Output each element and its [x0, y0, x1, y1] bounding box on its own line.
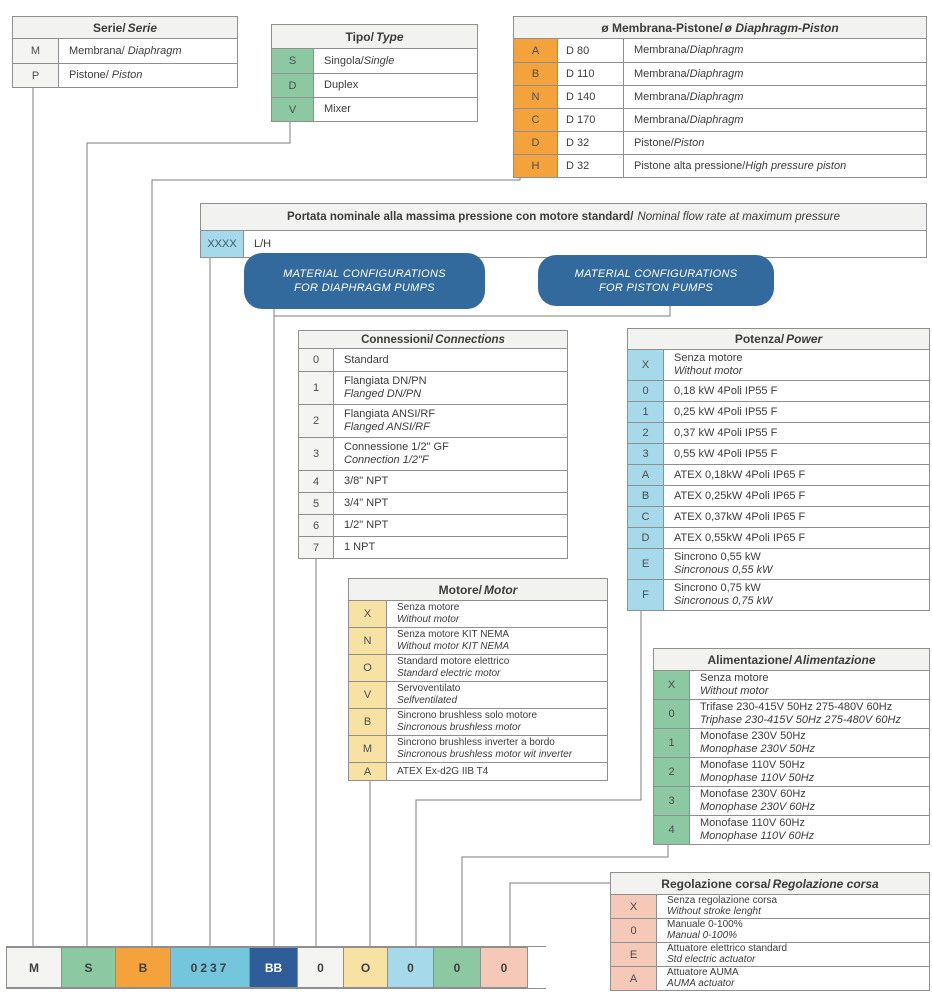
row-description-english: Sincronous brushless motor wit inverter	[397, 749, 573, 760]
row-description-english: Monophase 230V 50Hz	[700, 743, 815, 755]
row-description-cell	[624, 63, 926, 85]
code-cell-value: O	[360, 960, 371, 975]
row-description-cell	[314, 98, 477, 121]
header-title-italian: Connessioni/	[361, 333, 434, 346]
header-title-italian: Potenza/	[734, 332, 785, 346]
row-key-cell: S	[272, 49, 314, 73]
row-description-english: Std electric actuator	[667, 953, 756, 965]
row-key-cell: 1	[654, 729, 690, 757]
model-code-row	[6, 946, 546, 989]
header-title-italian: Alimentazione/	[707, 652, 793, 667]
table-row	[628, 527, 929, 548]
row-key-cell: 7	[299, 537, 334, 558]
row-description-main: ATEX 0,18kW 4Poli IP65 F	[674, 468, 806, 481]
motor-table	[348, 578, 608, 781]
header-title-english: Motor	[484, 582, 518, 597]
row-key-cell: O	[349, 655, 387, 681]
table-row	[654, 671, 929, 699]
wire-stroke-regulation	[510, 883, 610, 947]
row-key-cell: B	[514, 63, 558, 85]
row-description-main: 0,25 kW 4Poli IP55 F	[674, 405, 778, 418]
row-key-cell: V	[272, 98, 314, 121]
row-description-cell	[624, 39, 926, 62]
table-row	[611, 895, 929, 918]
table-row	[349, 601, 607, 627]
row-description-cell	[690, 729, 929, 757]
flow-rate-banner-header	[201, 204, 926, 231]
row-description-cell	[657, 943, 929, 966]
code-cell-value: 0	[500, 960, 508, 975]
supply-table-rows	[654, 671, 929, 844]
row-description-english: Flanged ANSI/RF	[344, 421, 430, 433]
row-key-cell: C	[628, 507, 664, 527]
row-description-cell	[59, 39, 237, 63]
table-row	[628, 464, 929, 485]
banner-title-italian: Portata nominale alla massima pressione con motore standard/	[287, 211, 634, 223]
row-dimension-cell: D 80	[558, 39, 624, 62]
serie-table-rows	[13, 39, 237, 87]
row-key-cell: A	[611, 967, 657, 990]
row-description-english: Standard electric motor	[397, 668, 501, 679]
row-key-cell: X	[654, 671, 690, 699]
row-description-main: 0,37 kW 4Poli IP55 F	[674, 426, 778, 439]
row-dimension-cell: D 170	[558, 109, 624, 131]
header-title-english: ø Diaphragm-Piston	[724, 20, 839, 35]
row-description-cell	[624, 86, 926, 108]
table-row	[514, 85, 926, 108]
row-description-cell	[387, 655, 607, 681]
row-description-cell	[334, 515, 567, 536]
row-description-cell	[664, 507, 929, 527]
table-row	[654, 699, 929, 728]
row-description-cell	[664, 549, 929, 579]
row-key-cell: 0	[654, 700, 690, 728]
row-key-cell: 3	[299, 438, 334, 470]
banner-title-english: Nominal flow rate at maximum pressure	[637, 211, 840, 223]
table-row	[272, 73, 477, 97]
row-key-cell: F	[628, 580, 664, 610]
code-cell	[297, 947, 344, 988]
row-description-main: Senza motore KIT NEMA	[397, 629, 510, 640]
supply-table	[653, 648, 930, 845]
row-key-cell: D	[514, 132, 558, 154]
row-key-cell: M	[13, 39, 59, 63]
row-description-cell	[690, 700, 929, 728]
connections-table-rows	[299, 349, 567, 558]
row-description-english: Selfventilated	[397, 695, 458, 706]
row-description-cell	[690, 758, 929, 786]
code-cell-value: B	[138, 960, 148, 975]
table-row	[514, 62, 926, 85]
table-row	[628, 422, 929, 443]
row-description-cell	[334, 438, 567, 470]
row-key-cell: B	[349, 709, 387, 735]
row-description-main: Sincrono 0,75 kW	[674, 582, 761, 594]
row-description-cell	[664, 444, 929, 464]
row-description-main: Flangiata ANSI/RF	[344, 408, 436, 420]
row-description-cell	[314, 49, 477, 73]
row-description-main: Monofase 230V 60Hz	[700, 788, 806, 800]
row-description-cell	[334, 537, 567, 558]
row-description-cell	[690, 787, 929, 815]
table-row	[299, 514, 567, 536]
header-title-italian: ø Membrana-Pistone/	[601, 20, 723, 35]
table-row	[514, 131, 926, 154]
row-description-main: Monofase 110V 50Hz	[700, 759, 805, 771]
row-description-cell	[690, 816, 929, 844]
motor-table-header	[349, 579, 607, 601]
tipo-table-header	[272, 25, 477, 49]
code-cell	[249, 947, 298, 988]
row-key-cell: 5	[299, 493, 334, 514]
row-description-english: Without motor	[397, 614, 460, 625]
tipo-table	[271, 24, 478, 122]
code-cell-value: 0	[317, 960, 324, 975]
row-description-english: Monophase 230V 60Hz	[700, 801, 815, 813]
row-description-main: Membrana/Diaphragm	[634, 44, 744, 56]
diaphragm-piston-table	[513, 16, 927, 178]
row-description-cell	[664, 486, 929, 506]
table-row	[299, 470, 567, 492]
row-description-main: Sincrono brushless solo motore	[397, 710, 538, 721]
row-description-main: 0,55 kW 4Poli IP55 F	[674, 447, 778, 460]
table-row	[514, 154, 926, 177]
row-description-cell	[664, 381, 929, 401]
code-cell-value: 0	[407, 960, 414, 975]
table-row	[628, 579, 929, 610]
code-cell	[6, 947, 62, 988]
header-title-english: Type	[375, 29, 404, 44]
header-title-italian: Regolazione corsa/	[661, 876, 771, 891]
table-row	[349, 735, 607, 762]
row-dimension-cell: D 32	[558, 155, 624, 177]
row-description-english: Manual 0-100%	[667, 929, 738, 941]
row-key-cell: N	[349, 628, 387, 654]
row-description-main: 1 NPT	[344, 541, 376, 553]
row-key-cell: E	[611, 943, 657, 966]
row-description-main: Standard motore elettrico	[397, 656, 510, 667]
row-description-english: Flanged DN/PN	[344, 388, 422, 400]
table-row	[514, 39, 926, 62]
row-description-main: Membrana/Diaphragm	[634, 113, 744, 126]
row-dimension-cell: D 32	[558, 132, 624, 154]
row-description-main: 3/8" NPT	[344, 475, 389, 487]
row-description-english: Sincronous brushless motor	[397, 722, 521, 733]
row-key-cell: 3	[628, 444, 664, 464]
table-row	[299, 404, 567, 437]
table-row	[349, 627, 607, 654]
code-cell	[433, 947, 481, 988]
row-key-cell: H	[514, 155, 558, 177]
table-row	[654, 815, 929, 844]
row-description-main: Sincrono 0,55 kW	[674, 551, 761, 563]
row-description-main: Mixer	[324, 103, 351, 115]
row-description-cell	[387, 709, 607, 735]
row-description-english: Without motor	[700, 685, 769, 697]
diaphragm-piston-table-rows	[514, 39, 926, 177]
row-key-cell: E	[628, 549, 664, 579]
row-description-cell	[664, 580, 929, 610]
row-description-cell	[387, 736, 607, 762]
row-key-cell: A	[514, 39, 558, 62]
table-row	[628, 485, 929, 506]
header-title-english: Regolazione corsa	[772, 876, 879, 891]
code-cell	[61, 947, 116, 988]
row-description-main: Attuatore AUMA	[667, 967, 739, 978]
table-row	[349, 762, 607, 780]
table-row	[628, 350, 929, 380]
row-description-english: Without stroke lenght	[667, 905, 761, 917]
row-key-cell: 2	[628, 423, 664, 443]
flow-rate-unit-cell: L/H	[254, 238, 272, 250]
row-description-cell	[334, 349, 567, 371]
table-row	[349, 681, 607, 708]
row-key-cell: M	[349, 736, 387, 762]
row-description-main: Attuatore elettrico standard	[667, 943, 788, 954]
table-row	[628, 380, 929, 401]
power-table	[627, 328, 930, 611]
power-table-rows	[628, 350, 929, 610]
code-cell	[170, 947, 250, 988]
table-row	[628, 506, 929, 527]
row-description-cell	[624, 155, 926, 177]
row-description-english: Without motor	[674, 365, 743, 377]
row-description-main: ATEX 0,37kW 4Poli IP65 F	[674, 510, 806, 523]
row-key-cell: 1	[299, 372, 334, 404]
table-row	[628, 443, 929, 464]
table-row	[299, 492, 567, 514]
row-description-english: Connection 1/2"F	[344, 454, 429, 466]
row-description-cell	[334, 372, 567, 404]
row-description-main: Senza motore	[397, 602, 460, 613]
row-key-cell: C	[514, 109, 558, 131]
row-description-cell	[334, 493, 567, 514]
table-row	[13, 39, 237, 63]
row-description-main: Monofase 110V 60Hz	[700, 817, 805, 829]
header-title-italian: Serie/	[92, 20, 126, 35]
table-row	[628, 548, 929, 579]
row-description-cell	[624, 109, 926, 131]
row-description-cell	[59, 64, 237, 87]
row-description-main: Manuale 0-100%	[667, 919, 743, 930]
row-description-main: Pistone/Piston	[634, 136, 705, 149]
row-description-main: Membrana/Diaphragm	[634, 67, 744, 80]
row-description-cell	[690, 671, 929, 699]
motor-table-rows	[349, 601, 607, 780]
table-row	[299, 349, 567, 371]
stroke-regulation-table	[610, 872, 930, 991]
row-key-cell: X	[349, 601, 387, 627]
supply-table-header	[654, 649, 929, 671]
row-key-cell: A	[628, 465, 664, 485]
code-cell-value: S	[84, 960, 93, 975]
row-description-main: Duplex	[324, 79, 359, 91]
row-description-cell	[624, 132, 926, 154]
table-row	[611, 918, 929, 942]
row-description-cell	[664, 465, 929, 485]
stroke-regulation-table-rows	[611, 895, 929, 990]
row-key-cell: 3	[654, 787, 690, 815]
row-description-main: ATEX 0,55kW 4Poli IP65 F	[674, 531, 806, 544]
material-config-diaphragm-box	[244, 253, 485, 309]
row-key-cell: 4	[299, 471, 334, 492]
header-title-italian: Motore/	[438, 582, 482, 597]
row-key-cell: N	[514, 86, 558, 108]
row-description-main: Monofase 230V 50Hz	[700, 730, 806, 742]
row-description-cell	[664, 423, 929, 443]
row-description-cell	[334, 405, 567, 437]
row-description-cell	[314, 74, 477, 97]
row-key-cell: 4	[654, 816, 690, 844]
row-description-main: 3/4" NPT	[344, 497, 389, 509]
row-description-main: Membrana/Diaphragm	[634, 90, 744, 103]
row-description-main: Senza motore	[700, 672, 769, 684]
row-description-cell	[387, 763, 607, 780]
code-cell-value: 0237	[190, 960, 230, 975]
header-title-english: Connections	[435, 333, 505, 346]
table-row	[349, 708, 607, 735]
row-description-cell	[334, 471, 567, 492]
row-key-cell: D	[628, 528, 664, 548]
row-description-cell	[664, 402, 929, 422]
row-description-main: Senza regolazione corsa	[667, 895, 778, 906]
row-description-english: Sincronous 0,75 kW	[674, 595, 773, 607]
row-key-cell: 2	[299, 405, 334, 437]
row-description-main: Membrana/ Diaphragm	[69, 44, 182, 57]
connections-table	[298, 330, 568, 559]
row-description-cell	[664, 350, 929, 380]
row-description-main: Pistone alta pressione/High pressure piston	[634, 159, 847, 172]
row-description-main: ATEX Ex-d2G IIB T4	[397, 765, 489, 777]
table-row	[299, 371, 567, 404]
table-row	[272, 49, 477, 73]
table-row	[299, 437, 567, 470]
row-key-cell: P	[13, 64, 59, 87]
row-key-cell: A	[349, 763, 387, 780]
row-description-cell	[387, 628, 607, 654]
header-title-english: Power	[786, 332, 823, 346]
tipo-table-rows	[272, 49, 477, 121]
row-description-main: Servoventilato	[397, 683, 461, 694]
flow-rate-code-cell: XXXX	[201, 231, 244, 257]
row-key-cell: 1	[628, 402, 664, 422]
row-description-cell	[387, 601, 607, 627]
row-key-cell: B	[628, 486, 664, 506]
row-description-cell	[387, 682, 607, 708]
row-description-main: 1/2" NPT	[344, 519, 389, 531]
table-row	[654, 786, 929, 815]
flow-rate-banner	[200, 203, 927, 258]
row-description-english: Sincronous 0,55 kW	[674, 564, 773, 576]
row-description-cell	[657, 895, 929, 918]
diaphragm-piston-table-header	[514, 17, 926, 39]
row-description-english: Monophase 110V 60Hz	[700, 830, 815, 842]
code-cell-value: 0	[453, 960, 461, 975]
row-description-main: Flangiata DN/PN	[344, 375, 427, 387]
power-table-header	[628, 329, 929, 350]
row-key-cell: D	[272, 74, 314, 97]
row-description-main: Pistone/ Piston	[69, 69, 143, 81]
row-description-main: Singola/Single	[324, 54, 395, 67]
row-description-main: ATEX 0,25kW 4Poli IP65 F	[674, 489, 806, 502]
code-cell-value: BB	[264, 960, 283, 975]
row-description-main: Connessione 1/2" GF	[344, 441, 449, 453]
table-row	[13, 63, 237, 87]
row-description-main: Sincrono brushless inverter a bordo	[397, 737, 555, 748]
row-key-cell: 0	[611, 919, 657, 942]
row-description-cell	[657, 919, 929, 942]
table-row	[611, 942, 929, 966]
row-description-cell	[657, 967, 929, 990]
code-cell	[480, 947, 528, 988]
table-row	[654, 728, 929, 757]
row-description-main: Trifase 230-415V 50Hz 275-480V 60Hz	[700, 701, 893, 713]
header-title-english: Alimentazione	[794, 652, 876, 667]
code-cell-value: M	[29, 960, 39, 975]
row-description-main: Senza motore	[674, 352, 743, 364]
connections-table-header	[299, 331, 567, 349]
row-key-cell: V	[349, 682, 387, 708]
row-description-english: Triphase 230-415V 50Hz 275-480V 60Hz	[700, 714, 901, 726]
table-row	[514, 108, 926, 131]
row-description-english: Monophase 110V 50Hz	[700, 772, 815, 784]
row-key-cell: 2	[654, 758, 690, 786]
row-key-cell: X	[611, 895, 657, 918]
row-description-main: Standard	[344, 353, 389, 366]
row-description-cell	[664, 528, 929, 548]
material-config-piston-label: MATERIAL CONFIGURATIONS FOR PISTON PUMPS	[574, 267, 738, 294]
table-row	[628, 401, 929, 422]
table-row	[299, 536, 567, 558]
row-description-main: 0,18 kW 4Poli IP55 F	[674, 384, 778, 397]
row-key-cell: 0	[628, 381, 664, 401]
serie-table-header	[13, 17, 237, 39]
header-title-english: Serie	[127, 20, 158, 35]
row-key-cell: X	[628, 350, 664, 380]
code-cell	[343, 947, 388, 988]
row-dimension-cell: D 140	[558, 86, 624, 108]
code-cell	[387, 947, 434, 988]
stroke-regulation-table-header	[611, 873, 929, 895]
row-key-cell: 0	[299, 349, 334, 371]
row-dimension-cell: D 110	[558, 63, 624, 85]
row-description-english: Without motor KIT NEMA	[397, 641, 510, 652]
table-row	[611, 966, 929, 990]
material-config-diaphragm-label: MATERIAL CONFIGURATIONS FOR DIAPHRAGM PUMPS	[283, 268, 446, 294]
row-key-cell: 6	[299, 515, 334, 536]
table-row	[349, 654, 607, 681]
serie-table	[12, 16, 238, 88]
header-title-italian: Tipo/	[345, 29, 374, 44]
code-cell	[115, 947, 171, 988]
table-row	[654, 757, 929, 786]
row-description-english: AUMA actuator	[667, 977, 735, 989]
material-config-piston-box	[538, 255, 774, 306]
table-row	[272, 97, 477, 121]
